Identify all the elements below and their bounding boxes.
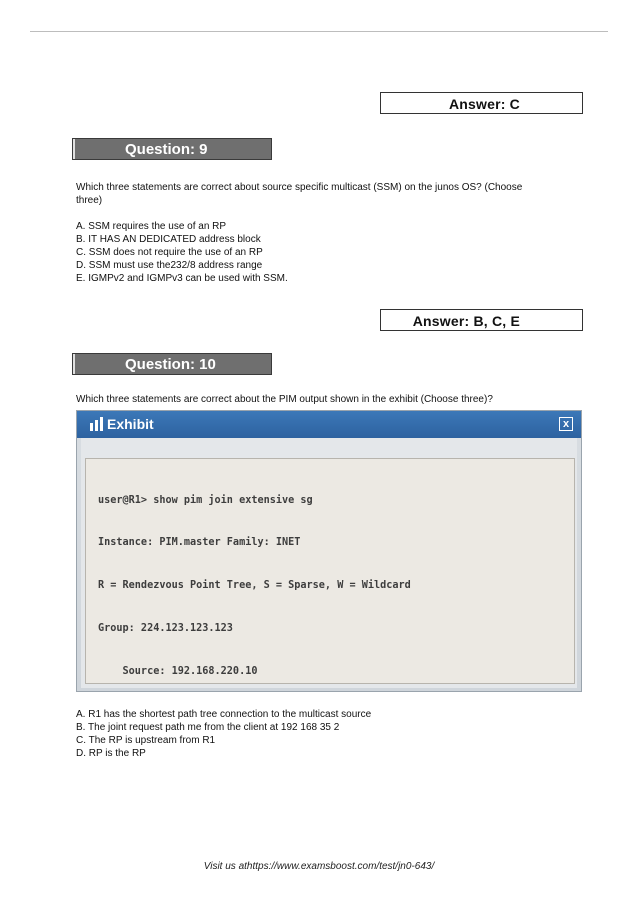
close-icon[interactable]: x	[559, 417, 573, 431]
question-10-option-a: A. R1 has the shortest path tree connection to the multicast source	[76, 709, 372, 720]
question-9-option-e: E. IGMPv2 and IGMPv3 can be used with SSM.	[76, 273, 288, 284]
question-9-option-c: C. SSM does not require the use of an RP	[76, 247, 263, 258]
question-9-option-a: A. SSM requires the use of an RP	[76, 221, 227, 232]
cli-line: user@R1> show pim join extensive sg	[98, 494, 313, 506]
cli-output-lines	[98, 465, 454, 692]
q9-answer-box: Answer: B, C, E	[380, 309, 583, 331]
cli-line: R = Rendezvous Point Tree, S = Sparse, W = Wildcard	[98, 580, 411, 592]
cli-line: Group: 224.123.123.123	[98, 623, 233, 635]
question-10-options	[76, 708, 566, 760]
question-9-option-b: B. IT HAS AN DEDICATED address block	[76, 234, 261, 245]
cli-line: Instance: PIM.master Family: INET	[98, 537, 301, 549]
footer-link[interactable]: Visit us athttps://www.examsboost.com/test/jn0-643/	[203, 861, 435, 872]
question-10-option-d: D. RP is the RP	[76, 748, 146, 759]
question-10-stem	[76, 393, 566, 406]
cli-line: Source: 192.168.220.10	[98, 666, 258, 678]
question-9-heading: Question: 9	[72, 138, 272, 160]
question-9-stem-line1: Which three statements are correct about source specific multicast (SSM) on the junos OS? (Choose	[76, 182, 523, 193]
exhibit-titlebar	[77, 411, 581, 438]
question-10-heading: Question: 10	[72, 353, 272, 375]
question-10-option-c: C. The RP is upstream from R1	[76, 735, 216, 746]
exhibit-panel	[81, 438, 577, 688]
juniper-logo-icon	[89, 417, 105, 431]
exhibit-title: Exhibit	[107, 416, 154, 432]
question-9-body	[76, 181, 566, 285]
question-10-stem-text: Which three statements are correct about the PIM output shown in the exhibit (Choose three)?	[76, 394, 493, 405]
top-divider	[30, 31, 608, 32]
question-10-option-b: B. The joint request path me from the client at 192 168 35 2	[76, 722, 340, 733]
question-9-stem-line2: three)	[76, 195, 103, 206]
question-9-option-d: D. SSM must use the232/8 address range	[76, 260, 263, 271]
exhibit-window	[76, 410, 582, 692]
cli-output	[85, 458, 575, 684]
q8-answer-box: Answer: C	[380, 92, 583, 114]
